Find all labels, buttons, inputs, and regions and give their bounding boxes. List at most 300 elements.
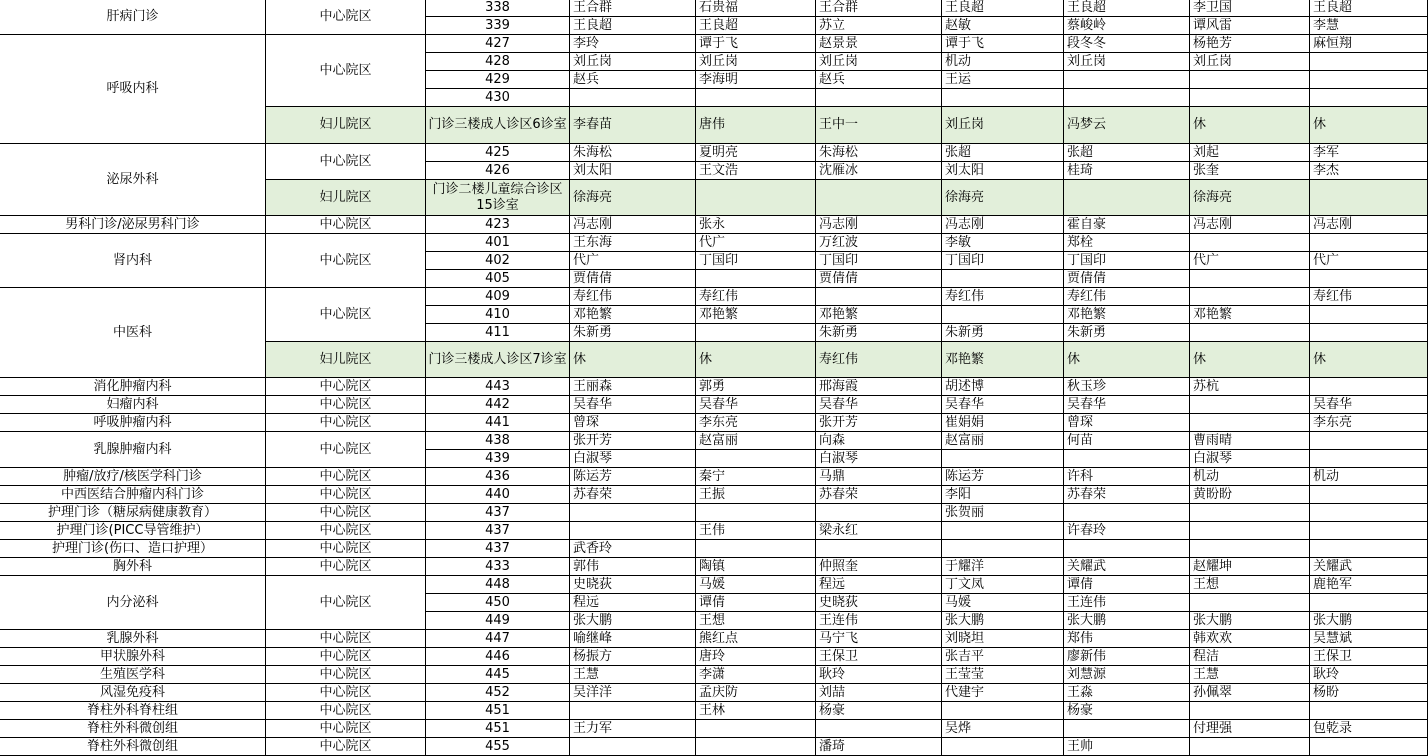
doctor-cell: 王莹莹 (942, 666, 1064, 684)
dept-cell: 中医科 (0, 288, 266, 378)
doctor-cell: 邓艳繁 (1064, 306, 1190, 324)
campus-cell: 中心院区 (266, 558, 426, 576)
doctor-cell: 王丽森 (570, 378, 696, 396)
campus-cell: 中心院区 (266, 666, 426, 684)
doctor-cell (1310, 486, 1428, 504)
campus-cell: 中心院区 (266, 720, 426, 738)
doctor-cell (696, 270, 816, 288)
doctor-cell: 徐海亮 (942, 180, 1064, 216)
room-cell: 451 (426, 702, 570, 720)
room-cell: 339 (426, 17, 570, 35)
doctor-cell: 唐伟 (696, 107, 816, 144)
doctor-cell: 赵兵 (816, 71, 942, 89)
dept-cell: 护理门诊(伤口、造口护理） (0, 540, 266, 558)
dept-cell: 乳腺外科 (0, 630, 266, 648)
doctor-cell: 史晓荻 (570, 576, 696, 594)
doctor-cell: 曹雨晴 (1190, 432, 1310, 450)
doctor-cell: 程远 (816, 576, 942, 594)
doctor-cell: 赵富丽 (696, 432, 816, 450)
room-cell: 441 (426, 414, 570, 432)
doctor-cell: 刘丘岗 (1190, 53, 1310, 71)
doctor-cell (1310, 270, 1428, 288)
doctor-cell (1190, 71, 1310, 89)
doctor-cell: 张开芳 (570, 432, 696, 450)
doctor-cell (1310, 324, 1428, 342)
doctor-cell: 耿玲 (1310, 666, 1428, 684)
doctor-cell: 王合群 (570, 0, 696, 17)
campus-cell: 中心院区 (266, 738, 426, 756)
campus-cell: 中心院区 (266, 522, 426, 540)
doctor-cell: 张永 (696, 216, 816, 234)
doctor-cell: 刘丘岗 (570, 53, 696, 71)
doctor-cell: 杨艳芳 (1190, 35, 1310, 53)
dept-cell: 脊柱外科微创组 (0, 738, 266, 756)
doctor-cell: 刘丘岗 (696, 53, 816, 71)
dept-cell: 呼吸肿瘤内科 (0, 414, 266, 432)
doctor-cell: 王林 (696, 702, 816, 720)
doctor-cell: 寿红伟 (1064, 288, 1190, 306)
doctor-cell (1190, 540, 1310, 558)
doctor-cell (1310, 89, 1428, 107)
doctor-cell (1190, 324, 1310, 342)
campus-cell: 中心院区 (266, 35, 426, 107)
doctor-cell: 代广 (1190, 252, 1310, 270)
doctor-cell: 唐玲 (696, 648, 816, 666)
doctor-cell: 白淑琴 (1190, 450, 1310, 468)
doctor-cell: 王运 (942, 71, 1064, 89)
doctor-cell (570, 702, 696, 720)
campus-cell: 中心院区 (266, 576, 426, 630)
doctor-cell: 吴春华 (570, 396, 696, 414)
doctor-cell: 王连伟 (1064, 594, 1190, 612)
doctor-cell (1310, 71, 1428, 89)
doctor-cell: 休 (570, 342, 696, 378)
doctor-cell (696, 89, 816, 107)
doctor-cell: 王合群 (816, 0, 942, 17)
doctor-cell: 王慧 (570, 666, 696, 684)
doctor-cell (1190, 522, 1310, 540)
doctor-cell: 朱新勇 (1064, 324, 1190, 342)
doctor-cell: 蔡峻岭 (1064, 17, 1190, 35)
doctor-cell: 曾琛 (570, 414, 696, 432)
doctor-cell: 冯志刚 (1190, 216, 1310, 234)
doctor-cell (816, 540, 942, 558)
doctor-cell: 孙佩翠 (1190, 684, 1310, 702)
doctor-cell: 朱新勇 (942, 324, 1064, 342)
doctor-cell: 谭风雷 (1190, 17, 1310, 35)
doctor-cell: 王良超 (1310, 0, 1428, 17)
doctor-cell (1310, 53, 1428, 71)
doctor-cell: 张超 (942, 144, 1064, 162)
doctor-cell: 李春苗 (570, 107, 696, 144)
doctor-cell (1310, 504, 1428, 522)
doctor-cell (1190, 738, 1310, 756)
campus-cell: 中心院区 (266, 684, 426, 702)
doctor-cell: 王东海 (570, 234, 696, 252)
doctor-cell (1310, 306, 1428, 324)
doctor-cell: 王良超 (942, 0, 1064, 17)
dept-cell: 妇瘤内科 (0, 396, 266, 414)
doctor-cell: 李东亮 (696, 414, 816, 432)
doctor-cell: 刘丘岗 (942, 107, 1064, 144)
doctor-cell: 寿红伟 (1310, 288, 1428, 306)
doctor-cell: 吴慧斌 (1310, 630, 1428, 648)
doctor-cell: 万红波 (816, 234, 942, 252)
room-cell: 442 (426, 396, 570, 414)
doctor-cell (1064, 450, 1190, 468)
doctor-cell (1064, 89, 1190, 107)
doctor-cell: 朱海松 (816, 144, 942, 162)
doctor-cell: 王良超 (570, 17, 696, 35)
room-cell: 409 (426, 288, 570, 306)
campus-cell: 中心院区 (266, 288, 426, 342)
doctor-cell: 邓艳繁 (696, 306, 816, 324)
campus-cell: 中心院区 (266, 486, 426, 504)
doctor-cell: 李军 (1310, 144, 1428, 162)
doctor-cell: 王慧 (1190, 666, 1310, 684)
room-cell: 448 (426, 576, 570, 594)
doctor-cell: 张大鹏 (570, 612, 696, 630)
campus-cell: 中心院区 (266, 234, 426, 288)
doctor-cell: 潘琦 (816, 738, 942, 756)
doctor-cell: 谭于飞 (942, 35, 1064, 53)
doctor-cell (696, 324, 816, 342)
doctor-cell: 休 (1310, 107, 1428, 144)
doctor-cell: 熊红点 (696, 630, 816, 648)
doctor-cell: 丁国印 (942, 252, 1064, 270)
doctor-cell (696, 180, 816, 216)
doctor-cell: 赵富丽 (942, 432, 1064, 450)
doctor-cell: 寿红伟 (570, 288, 696, 306)
room-cell: 427 (426, 35, 570, 53)
doctor-cell: 寿红伟 (942, 288, 1064, 306)
doctor-cell (942, 270, 1064, 288)
doctor-cell: 杨振方 (570, 648, 696, 666)
doctor-cell: 喻继峰 (570, 630, 696, 648)
doctor-cell: 王想 (696, 612, 816, 630)
doctor-cell: 王良超 (696, 17, 816, 35)
doctor-cell: 代广 (570, 252, 696, 270)
doctor-cell: 刘太阳 (942, 162, 1064, 180)
doctor-cell: 李玲 (570, 35, 696, 53)
doctor-cell: 包乾录 (1310, 720, 1428, 738)
dept-cell: 肾内科 (0, 234, 266, 288)
doctor-cell (942, 702, 1064, 720)
campus-cell: 中心院区 (266, 468, 426, 486)
doctor-cell (1310, 738, 1428, 756)
doctor-cell: 霍自豪 (1064, 216, 1190, 234)
campus-cell: 中心院区 (266, 630, 426, 648)
doctor-cell: 王伟 (696, 522, 816, 540)
room-cell: 430 (426, 89, 570, 107)
campus-cell: 中心院区 (266, 216, 426, 234)
doctor-cell: 张超 (1064, 144, 1190, 162)
doctor-cell: 黄盼盼 (1190, 486, 1310, 504)
doctor-cell (942, 522, 1064, 540)
doctor-cell: 沈雁冰 (816, 162, 942, 180)
doctor-cell: 朱新勇 (816, 324, 942, 342)
doctor-cell: 苏立 (816, 17, 942, 35)
doctor-cell: 刘晓坦 (942, 630, 1064, 648)
room-cell: 338 (426, 0, 570, 17)
dept-cell: 中西医结合肿瘤内科门诊 (0, 486, 266, 504)
doctor-cell: 冯志刚 (942, 216, 1064, 234)
doctor-cell (570, 522, 696, 540)
doctor-cell: 谭倩 (1064, 576, 1190, 594)
doctor-cell: 休 (1064, 342, 1190, 378)
doctor-cell: 吴洋洋 (570, 684, 696, 702)
campus-cell: 中心院区 (266, 540, 426, 558)
doctor-cell: 吴春华 (1310, 396, 1428, 414)
doctor-cell: 冯志刚 (816, 216, 942, 234)
doctor-cell: 苏春荣 (570, 486, 696, 504)
doctor-cell: 许春玲 (1064, 522, 1190, 540)
doctor-cell: 寿红伟 (816, 342, 942, 378)
doctor-cell: 吴春华 (816, 396, 942, 414)
doctor-cell: 冯志刚 (570, 216, 696, 234)
doctor-cell: 关耀武 (1310, 558, 1428, 576)
room-cell: 449 (426, 612, 570, 630)
dept-cell: 甲状腺外科 (0, 648, 266, 666)
room-cell: 436 (426, 468, 570, 486)
dept-cell: 脊柱外科脊柱组 (0, 702, 266, 720)
doctor-cell (696, 720, 816, 738)
room-cell: 440 (426, 486, 570, 504)
doctor-cell (816, 288, 942, 306)
campus-cell: 中心院区 (266, 504, 426, 522)
dept-cell: 护理门诊(PICC导管维护） (0, 522, 266, 540)
dept-cell: 泌尿外科 (0, 144, 266, 216)
doctor-cell: 休 (1190, 342, 1310, 378)
doctor-cell: 徐海亮 (570, 180, 696, 216)
room-cell: 门诊三楼成人诊区7诊室 (426, 342, 570, 378)
doctor-cell: 何苗 (1064, 432, 1190, 450)
doctor-cell: 于耀洋 (942, 558, 1064, 576)
doctor-cell: 程远 (570, 594, 696, 612)
doctor-cell: 郭伟 (570, 558, 696, 576)
campus-cell: 妇儿院区 (266, 180, 426, 216)
campus-cell: 中心院区 (266, 414, 426, 432)
doctor-cell: 仲照奎 (816, 558, 942, 576)
doctor-cell (1064, 504, 1190, 522)
doctor-cell: 王良超 (1064, 0, 1190, 17)
doctor-cell: 张大鹏 (942, 612, 1064, 630)
doctor-cell (696, 738, 816, 756)
dept-cell: 脊柱外科微创组 (0, 720, 266, 738)
doctor-cell (816, 504, 942, 522)
room-cell: 429 (426, 71, 570, 89)
room-cell: 425 (426, 144, 570, 162)
doctor-cell: 杨豪 (816, 702, 942, 720)
doctor-cell: 苏春荣 (1064, 486, 1190, 504)
doctor-cell (1310, 432, 1428, 450)
doctor-cell: 杨盼 (1310, 684, 1428, 702)
doctor-cell: 白淑琴 (570, 450, 696, 468)
dept-cell: 生殖医学科 (0, 666, 266, 684)
doctor-cell: 苏春荣 (816, 486, 942, 504)
doctor-cell: 王保卫 (816, 648, 942, 666)
doctor-cell: 吴春华 (942, 396, 1064, 414)
doctor-cell: 张奎 (1190, 162, 1310, 180)
campus-cell: 中心院区 (266, 432, 426, 468)
doctor-cell: 李卫国 (1190, 0, 1310, 17)
doctor-cell (942, 738, 1064, 756)
doctor-cell: 陈运芳 (570, 468, 696, 486)
doctor-cell (1310, 378, 1428, 396)
doctor-cell: 郭勇 (696, 378, 816, 396)
doctor-cell (1064, 540, 1190, 558)
doctor-cell: 邓艳繁 (816, 306, 942, 324)
doctor-cell (1310, 450, 1428, 468)
room-cell: 405 (426, 270, 570, 288)
doctor-cell (816, 720, 942, 738)
doctor-cell: 赵景景 (816, 35, 942, 53)
doctor-cell: 李潇 (696, 666, 816, 684)
doctor-cell: 贾倩倩 (816, 270, 942, 288)
doctor-cell: 马宁飞 (816, 630, 942, 648)
doctor-cell: 冯梦云 (1064, 107, 1190, 144)
doctor-cell: 刘起 (1190, 144, 1310, 162)
room-cell: 401 (426, 234, 570, 252)
doctor-cell: 王力军 (570, 720, 696, 738)
doctor-cell: 张大鹏 (1310, 612, 1428, 630)
doctor-cell: 廖新伟 (1064, 648, 1190, 666)
doctor-cell: 段冬冬 (1064, 35, 1190, 53)
doctor-cell (696, 504, 816, 522)
dept-cell: 风湿免疫科 (0, 684, 266, 702)
campus-cell: 中心院区 (266, 144, 426, 180)
doctor-cell: 向森 (816, 432, 942, 450)
doctor-cell: 胡述博 (942, 378, 1064, 396)
doctor-cell: 陈运芳 (942, 468, 1064, 486)
room-cell: 443 (426, 378, 570, 396)
dept-cell: 内分泌科 (0, 576, 266, 630)
doctor-cell (1310, 702, 1428, 720)
doctor-cell: 张贺丽 (942, 504, 1064, 522)
doctor-cell: 程洁 (1190, 648, 1310, 666)
doctor-cell (1310, 540, 1428, 558)
campus-cell: 中心院区 (266, 396, 426, 414)
doctor-cell: 梁永红 (816, 522, 942, 540)
doctor-cell (1190, 89, 1310, 107)
doctor-cell: 鹿艳军 (1310, 576, 1428, 594)
room-cell: 433 (426, 558, 570, 576)
room-cell: 437 (426, 522, 570, 540)
campus-cell: 中心院区 (266, 0, 426, 35)
doctor-cell: 赵兵 (570, 71, 696, 89)
doctor-cell: 王连伟 (816, 612, 942, 630)
doctor-cell: 孟庆防 (696, 684, 816, 702)
room-cell: 438 (426, 432, 570, 450)
doctor-cell (1190, 702, 1310, 720)
room-cell: 446 (426, 648, 570, 666)
doctor-cell (1310, 180, 1428, 216)
doctor-cell: 贾倩倩 (1064, 270, 1190, 288)
doctor-cell (570, 504, 696, 522)
doctor-cell: 苏杭 (1190, 378, 1310, 396)
doctor-cell: 王文浩 (696, 162, 816, 180)
doctor-cell (1310, 522, 1428, 540)
doctor-cell: 寿红伟 (696, 288, 816, 306)
doctor-cell: 刘丘岗 (816, 53, 942, 71)
doctor-cell (816, 89, 942, 107)
doctor-cell (1190, 270, 1310, 288)
doctor-cell (1190, 594, 1310, 612)
doctor-cell: 桂琦 (1064, 162, 1190, 180)
dept-cell: 肝病门诊 (0, 0, 266, 35)
doctor-cell: 郑伟 (1064, 630, 1190, 648)
doctor-cell: 邢海霞 (816, 378, 942, 396)
doctor-cell: 曾琛 (1064, 414, 1190, 432)
doctor-cell: 王中一 (816, 107, 942, 144)
doctor-cell (1064, 71, 1190, 89)
doctor-cell: 代建宇 (942, 684, 1064, 702)
doctor-cell: 休 (1310, 342, 1428, 378)
doctor-cell: 吴春华 (1064, 396, 1190, 414)
doctor-cell: 李海明 (696, 71, 816, 89)
doctor-cell (816, 180, 942, 216)
doctor-cell: 邓艳繁 (942, 342, 1064, 378)
doctor-cell: 李敏 (942, 234, 1064, 252)
doctor-cell: 张大鹏 (1064, 612, 1190, 630)
doctor-cell: 史晓荻 (816, 594, 942, 612)
campus-cell: 中心院区 (266, 648, 426, 666)
dept-cell: 男科门诊/泌尿男科门诊 (0, 216, 266, 234)
room-cell: 门诊二楼儿童综合诊区15诊室 (426, 180, 570, 216)
doctor-cell: 贾倩倩 (570, 270, 696, 288)
doctor-cell: 代广 (1310, 252, 1428, 270)
room-cell: 426 (426, 162, 570, 180)
doctor-cell: 马媛 (696, 576, 816, 594)
campus-cell: 妇儿院区 (266, 342, 426, 378)
doctor-cell: 秋玉珍 (1064, 378, 1190, 396)
doctor-cell: 马鼎 (816, 468, 942, 486)
doctor-cell: 付理强 (1190, 720, 1310, 738)
room-cell: 428 (426, 53, 570, 71)
doctor-cell: 王想 (1190, 576, 1310, 594)
doctor-cell: 张吉平 (942, 648, 1064, 666)
doctor-cell (696, 540, 816, 558)
doctor-cell: 休 (696, 342, 816, 378)
doctor-cell: 王振 (696, 486, 816, 504)
doctor-cell: 武香玲 (570, 540, 696, 558)
campus-cell: 中心院区 (266, 702, 426, 720)
doctor-cell: 麻恒翔 (1310, 35, 1428, 53)
doctor-cell: 关耀武 (1064, 558, 1190, 576)
doctor-cell: 刘喆 (816, 684, 942, 702)
doctor-cell: 朱新勇 (570, 324, 696, 342)
doctor-cell (942, 306, 1064, 324)
room-cell: 451 (426, 720, 570, 738)
doctor-cell: 邓艳繁 (1190, 306, 1310, 324)
doctor-cell: 杨豪 (1064, 702, 1190, 720)
doctor-cell: 代广 (696, 234, 816, 252)
room-cell: 455 (426, 738, 570, 756)
doctor-cell (942, 450, 1064, 468)
dept-cell: 消化肿瘤内科 (0, 378, 266, 396)
doctor-cell: 马媛 (942, 594, 1064, 612)
doctor-cell: 郑栓 (1064, 234, 1190, 252)
dept-cell: 胸外科 (0, 558, 266, 576)
room-cell: 452 (426, 684, 570, 702)
doctor-cell: 机动 (1190, 468, 1310, 486)
room-cell: 437 (426, 540, 570, 558)
doctor-cell: 韩欢欢 (1190, 630, 1310, 648)
doctor-cell: 邓艳繁 (570, 306, 696, 324)
doctor-cell (1190, 288, 1310, 306)
doctor-cell (1190, 504, 1310, 522)
doctor-cell (1064, 720, 1190, 738)
